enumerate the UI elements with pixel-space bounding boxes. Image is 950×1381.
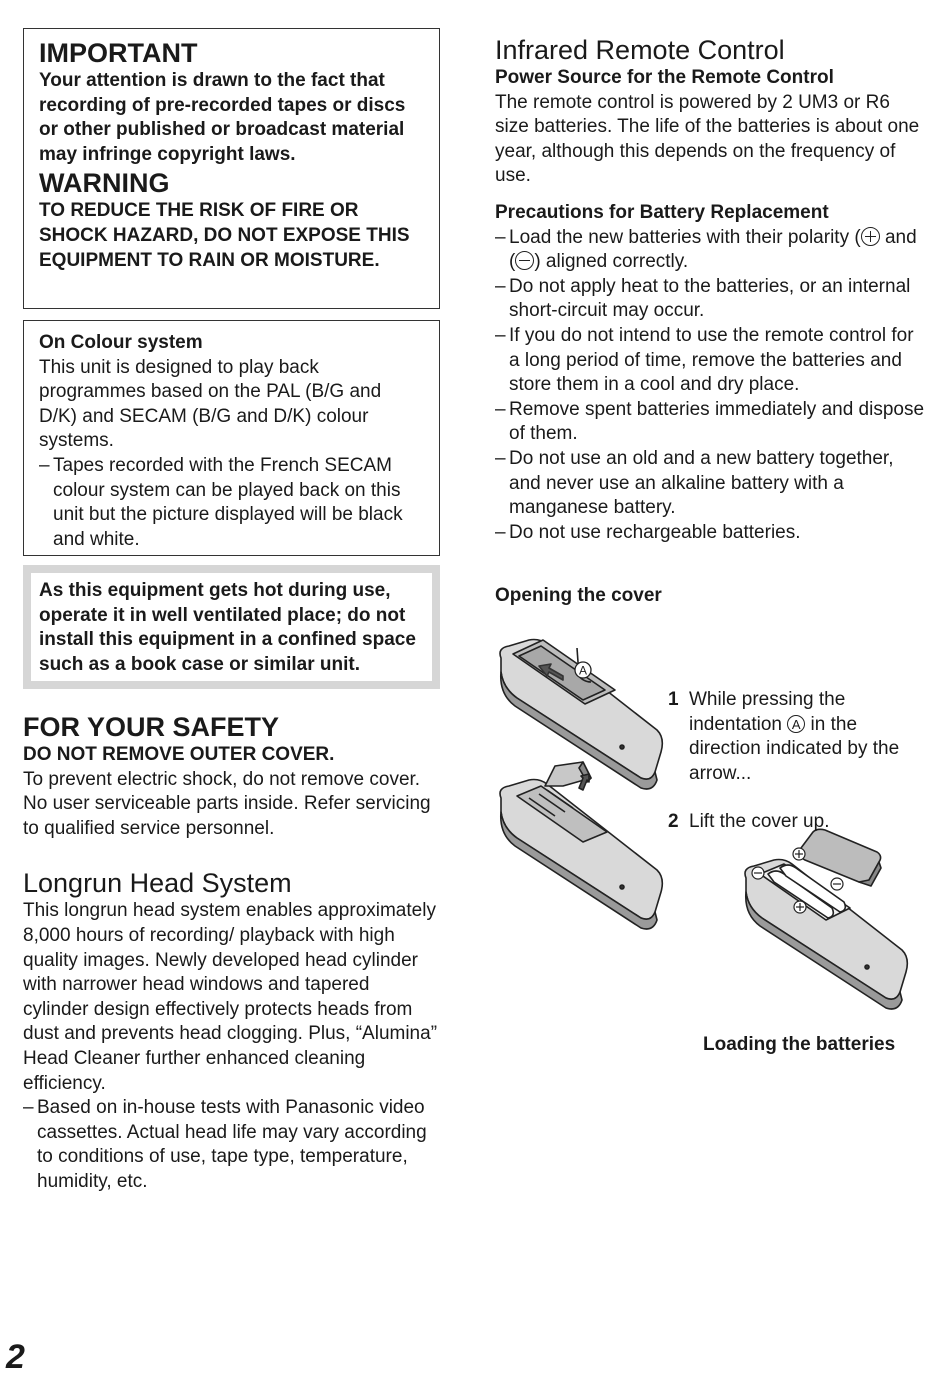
precaution-item: – Do not use an old and a new battery together, and never use an alkaline battery with a manganese battery.	[495, 447, 925, 521]
safety-title: FOR YOUR SAFETY	[23, 712, 280, 742]
longrun-text: This longrun head system enables approximately 8,000 hours of recording/ playback with high quality images. Newly developed head cylinder with narrower head windows and tapered cylinder design effectively protects heads from dust and prevents head clogging. Plus, “Alumina” Head Cleaner further enhanced cleaning efficiency.	[23, 900, 438, 1094]
longrun-notes	[23, 1096, 440, 1194]
plus-polarity-icon	[861, 227, 880, 246]
left-column	[23, 28, 440, 1195]
power-source-text: The remote control is powered by 2 UM3 or R6 size batteries. The life of the batteries is about one year, although this depends on the frequency of use.	[495, 91, 920, 187]
label-a-marker: A	[578, 663, 588, 678]
colour-system-note: – Tapes recorded with the French SECAM colour system can be played back on this unit but the picture displayed will be black and white.	[39, 454, 424, 552]
safety-text: To prevent electric shock, do not remove cover. No user serviceable parts inside. Refer servicing to qualified service personnel.	[23, 768, 431, 839]
precautions-list	[495, 226, 925, 546]
step-1	[668, 688, 918, 786]
precaution-item: – If you do not intend to use the remote control for a long period of time, remove the batteries and store them in a cool and dry place.	[495, 324, 925, 398]
longrun-note: – Based on in-house tests with Panasonic video cassettes. Actual head life may vary according to conditions of use, tape type, temperature, humidity, etc.	[23, 1096, 440, 1194]
important-warning-box	[23, 28, 440, 309]
step-2-text: Lift the cover up.	[689, 811, 830, 832]
ventilation-text: As this equipment gets hot during use, operate it in well ventilated place; do not install this equipment in a confined space such as a book case or similar unit.	[31, 573, 432, 681]
precaution-1-part-c: ) aligned correctly.	[534, 251, 689, 273]
longrun-section	[23, 867, 440, 1194]
colour-system-notes	[39, 454, 424, 552]
minus-polarity-icon	[515, 251, 534, 270]
precaution-item: – Do not use rechargeable batteries.	[495, 521, 925, 546]
safety-subtitle: DO NOT REMOVE OUTER COVER.	[23, 744, 335, 765]
longrun-title: Longrun Head System	[23, 868, 292, 899]
remote-control-lifted-cover	[500, 762, 662, 929]
battery-cover-piece	[800, 829, 881, 882]
power-source-heading: Power Source for the Remote Control	[495, 67, 834, 88]
precaution-1-part-b: and	[884, 226, 917, 248]
loading-batteries-caption: Loading the batteries	[703, 1034, 896, 1055]
precautions-heading: Precautions for Battery Replacement	[495, 201, 829, 223]
step-2-number: 2	[668, 811, 679, 832]
precaution-1-part-a: Load the new batteries with their polarity (	[509, 226, 861, 248]
step-1-text-a: While pressing the indentation	[689, 689, 846, 735]
precaution-item: – Load the new batteries with their polarity ( and ( ) aligned correctly.	[495, 226, 925, 275]
indentation-a-icon: A	[787, 715, 805, 733]
colour-system-box	[23, 320, 440, 556]
step-2	[668, 810, 918, 835]
warning-title: WARNING	[39, 168, 170, 199]
remote-control-battery-compartment	[745, 860, 907, 1010]
important-text: Your attention is drawn to the fact that recording of pre-recorded tapes or discs or other published or broadcast material may infringe copyright laws.	[39, 70, 406, 165]
step-1-number: 1	[668, 689, 679, 710]
opening-cover-heading: Opening the cover	[495, 585, 662, 606]
page-number: 2	[6, 1338, 25, 1376]
colour-system-text: This unit is designed to play back programmes based on the PAL (B/G and D/K) and SECAM (B/G and D/K) colour systems.	[39, 356, 382, 452]
safety-section	[23, 711, 440, 841]
ventilation-notice	[23, 565, 440, 689]
precaution-item: – Remove spent batteries immediately and dispose of them.	[495, 398, 925, 447]
remote-title: Infrared Remote Control	[495, 35, 785, 65]
precaution-item: – Do not apply heat to the batteries, or an internal short-circuit may occur.	[495, 275, 925, 324]
right-column	[495, 34, 925, 1054]
warning-text: TO REDUCE THE RISK OF FIRE OR SHOCK HAZARD, DO NOT EXPOSE THIS EQUIPMENT TO RAIN OR MOISTURE.	[39, 200, 410, 271]
important-title: IMPORTANT	[39, 38, 198, 68]
step-1-text-b: in the direction indicated by the arrow...	[689, 713, 900, 784]
colour-system-heading: On Colour system	[39, 332, 203, 353]
